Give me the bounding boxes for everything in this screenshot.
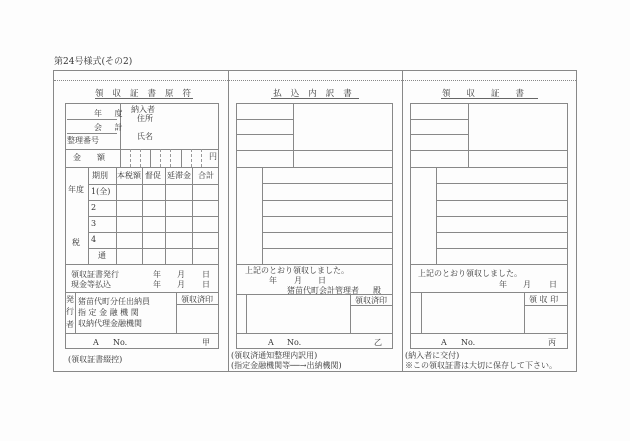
receipt-year: 年 [499, 280, 507, 289]
issuer-2: 指 定 金 融 機 関 [78, 308, 139, 317]
notice-footnote-1: (領収済通知整理内訳用) [231, 351, 318, 360]
cash-day: 日 [202, 280, 210, 289]
nendo-row-header: 年度 [68, 185, 84, 194]
issuer-side-3: 者 [66, 320, 74, 329]
stub-title-underline [95, 98, 193, 99]
yen-label: 円 [209, 152, 217, 161]
amount-label: 金 額 [73, 153, 105, 162]
col-header-honzeigaku: 本税額 [117, 171, 141, 180]
notice-footnote-2: (指定金融機関等──→出納機関) [231, 361, 342, 370]
form-label: 第24号様式(その2) [54, 57, 133, 67]
issue-day: 日 [202, 270, 210, 279]
receipt-month: 月 [523, 280, 531, 289]
period-2: 2 [91, 203, 97, 212]
cash-line-label: 現金等払込 [71, 280, 111, 289]
issuer-3: 収納代理金融機関 [78, 319, 142, 328]
stub-no-label: No. [113, 338, 128, 347]
receipt-box [410, 103, 568, 349]
nendo-label: 年 度 [94, 109, 128, 118]
receipt-footnote-2: ※この領収証書は大切に保存して下さい。 [405, 361, 557, 370]
issuer-side-2: 行 [66, 307, 74, 316]
col-header-entaikin: 延滞金 [167, 171, 191, 180]
period-4: 4 [91, 235, 97, 244]
notice-manager: 猪苗代町会計管理者 [287, 286, 359, 295]
stub-title: 領収証書原符 [95, 89, 201, 99]
address-label: 住所 [137, 114, 153, 123]
receipt-a-label: A [441, 338, 447, 347]
notice-dono: 殿 [373, 286, 381, 295]
issuer-1: 猪苗代町分任出納員 [78, 297, 150, 306]
receipt-footnote-1: (納入者に交付) [405, 351, 460, 360]
notice-day: 日 [318, 276, 326, 285]
notice-title: 払込内訳書 [273, 89, 361, 99]
col-header-kibetsu: 期別 [92, 171, 108, 180]
receipt-no-label: No. [461, 338, 476, 347]
receipt-day: 日 [549, 280, 557, 289]
stub-footnote: (領収証書綴控) [68, 355, 123, 364]
notice-copy-mark: 乙 [374, 338, 382, 347]
notice-month: 月 [294, 276, 302, 285]
receipt-received-text: 上記のとおり領収しました。 [418, 269, 522, 278]
perforation-line [54, 80, 576, 81]
name-label: 氏名 [137, 132, 153, 141]
receipt-title: 領収証書 [441, 89, 540, 99]
issue-month: 月 [177, 270, 185, 279]
cash-year: 年 [153, 280, 161, 289]
panel-divider-1 [228, 70, 229, 372]
issuer-side-1: 発 [66, 295, 74, 304]
stub-a-label: A [93, 338, 99, 347]
stub-copy-mark: 甲 [202, 338, 210, 347]
panel-divider-2 [402, 70, 403, 372]
col-header-gokei: 合計 [198, 171, 214, 180]
receipt-copy-mark: 丙 [548, 338, 556, 347]
notice-box [236, 103, 393, 349]
payer-label: 納入者 [131, 105, 155, 114]
notice-a-label: A [268, 338, 274, 347]
col-header-tokusoku: 督促 [145, 171, 161, 180]
period-1: 1(全) [91, 187, 111, 196]
issue-line-label: 領収証書発行 [71, 270, 119, 279]
cash-month: 月 [177, 280, 185, 289]
kaikei-label: 会 計 [94, 123, 128, 132]
tax-row-header: 税 [72, 238, 80, 247]
notice-no-label: No. [287, 338, 302, 347]
notice-year: 年 [269, 276, 277, 285]
stub-stamp-label: 領収済印 [181, 295, 213, 304]
period-3: 3 [91, 219, 97, 228]
notice-received-text: 上記のとおり領収しました。 [245, 266, 349, 275]
notice-stamp-label: 領収済印 [355, 296, 387, 305]
seiri-bango-label: 整理番号 [67, 136, 99, 145]
period-total: 通 [98, 251, 106, 260]
issue-year: 年 [153, 270, 161, 279]
receipt-stamp-label: 領 収 印 [529, 295, 559, 304]
